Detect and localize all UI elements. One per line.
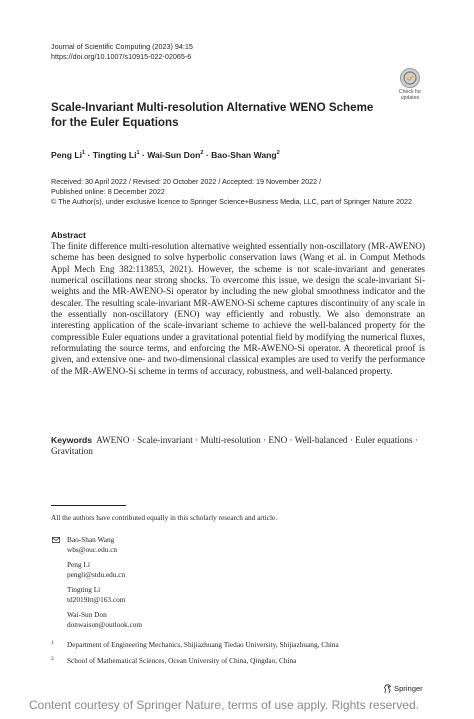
abstract-text: The finite difference multi-resolution alternative weighted essentially non-oscillatory (MR-AWENO) scheme has been designed to solve hyperbolic conservation laws (Wang et al. in Comput Methods Appl Mech Eng 382:113853, 2021). However, the scheme is not scale-invariant and generates numerical oscillations near strong shocks. To overcome this issue, we design the scale-invariant Si-weights and the MR-AWENO-Si operator by including the new global smoothness indicator and the descaler. The resulting scale-invariant MR-AWENO-Si scheme captures discontinuity of any scale in the essentially non-oscillatory (ENO) way efficiently and robustly. We also demonstrate an interesting application of the scale-invariant scheme to achieve the well-balanced property for the compressible Euler equations under a gravitational potential field by modifying the numerical fluxes, reformulating the source terms, and enforcing the MR-AWENO-Si operator. A theoretical proof is given, and extensive one- and two-dimensional classical examples are used to verify the performance of the MR-AWENO-Si scheme in terms of accuracy, robustness, and well-balanced property. <box>51 241 425 376</box>
author-affiliation-ref: 1 <box>136 150 140 157</box>
author-list <box>51 150 431 161</box>
author-separator: · <box>203 150 212 160</box>
contact-name: Tingting Li <box>67 585 101 594</box>
author-name[interactable]: Peng Li <box>51 150 83 160</box>
contact-entry <box>51 610 381 630</box>
affiliation-entry <box>51 656 431 666</box>
article-title: Scale-Invariant Multi-resolution Alternative WENO Scheme for the Euler Equations <box>51 101 374 129</box>
contact-email[interactable]: pengli@stdu.edu.cn <box>67 570 126 579</box>
contact-entry <box>51 560 381 580</box>
author-name[interactable]: Bao-Shan Wang <box>211 150 277 160</box>
author-name[interactable]: Tingting Li <box>92 150 137 160</box>
keywords-label: Keywords <box>51 435 93 445</box>
publisher-logo[interactable] <box>383 684 423 694</box>
contact-email[interactable]: wbs@ouc.edu.cn <box>67 545 118 554</box>
contact-name: Peng Li <box>67 560 90 569</box>
springer-horse-icon <box>383 684 392 694</box>
keywords <box>51 435 425 458</box>
affiliation-text: Department of Engineering Mechanics, Shijiazhuang Tiedao University, Shijiazhuang, China <box>67 640 339 649</box>
footnote-divider <box>51 505 126 506</box>
contact-email[interactable]: td2019ltt@163.com <box>67 595 126 604</box>
journal-header <box>51 42 381 62</box>
publication-dates <box>51 177 441 207</box>
contribution-footnote: All the authors have contributed equally in this scholarly research and article. <box>51 513 278 522</box>
affiliation-entry <box>51 640 431 650</box>
publisher-name: Springer <box>394 684 423 693</box>
contact-name: Wai-Sun Don <box>67 610 107 619</box>
check-for-updates-badge[interactable] <box>393 68 427 102</box>
author-separator: · <box>139 150 148 160</box>
envelope-icon <box>52 537 60 543</box>
contact-email[interactable]: donwaisun@outlook.com <box>67 620 143 629</box>
copyright-line: © The Author(s), under exclusive licence to Springer Science+Business Media, LLC, part of Springer Nature 2022 <box>51 197 412 206</box>
affiliation-number: 1 <box>51 640 54 646</box>
affiliation-list <box>51 640 431 672</box>
affiliation-number: 2 <box>51 656 54 662</box>
contact-entry <box>51 585 381 605</box>
contact-entry <box>51 535 381 555</box>
doi-link[interactable]: https://doi.org/10.1007/s10915-022-02065-6 <box>51 52 192 61</box>
author-affiliation-ref: 2 <box>200 150 204 157</box>
dates-line: Received: 30 April 2022 / Revised: 20 October 2022 / Accepted: 19 November 2022 / <box>51 177 322 186</box>
author-affiliation-ref: 2 <box>276 150 280 157</box>
author-affiliation-ref: 1 <box>82 150 86 157</box>
contact-name: Bao-Shan Wang <box>67 535 115 544</box>
contact-list <box>51 535 381 635</box>
abstract-heading: Abstract <box>51 230 86 240</box>
courtesy-watermark: Content courtesy of Springer Nature, terms of use apply. Rights reserved. <box>29 698 419 712</box>
author-name[interactable]: Wai-Sun Don <box>147 150 201 160</box>
author-separator: · <box>85 150 93 160</box>
check-for-updates-icon <box>400 68 420 88</box>
check-for-updates-label: Check for updates <box>398 89 422 101</box>
affiliation-text: School of Mathematical Sciences, Ocean University of China, Qingdao, China <box>67 656 297 665</box>
dates-line: Published online: 8 December 2022 <box>51 187 165 196</box>
keywords-text: AWENO · Scale-invariant · Multi-resolution · ENO · Well-balanced · Euler equations · Gravitation <box>51 435 418 457</box>
journal-citation: Journal of Scientific Computing (2023) 94:15 <box>51 42 193 51</box>
